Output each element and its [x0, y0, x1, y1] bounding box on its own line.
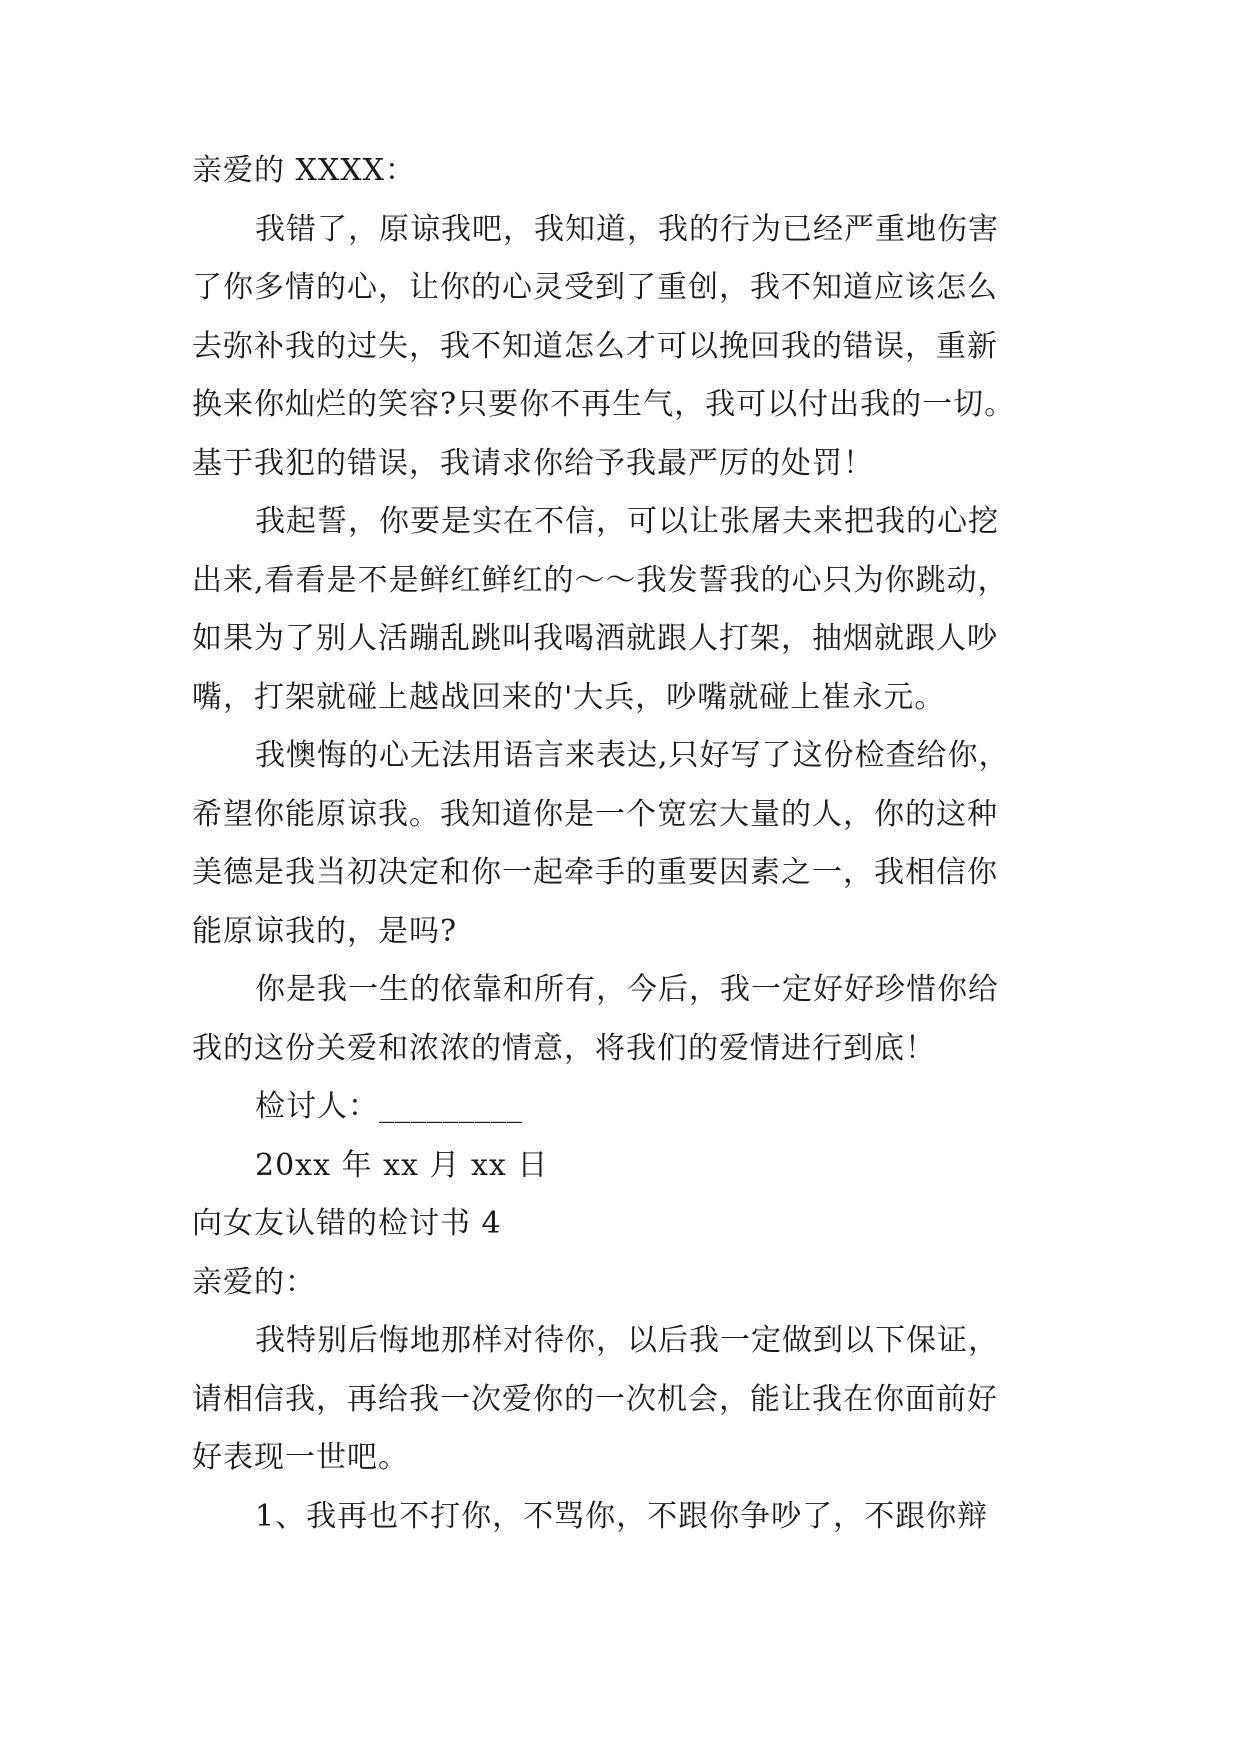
paragraph-line: 能原谅我的，是吗?	[192, 914, 458, 949]
paragraph-line: 如果为了别人活蹦乱跳叫我喝酒就跟人打架，抽烟就跟人吵	[192, 621, 998, 656]
paragraph-line: 基于我犯的错误，我请求你给予我最严厉的处罚！	[192, 446, 874, 481]
paragraph-line: 请相信我，再给我一次爱你的一次机会，能让我在你面前好	[192, 1382, 998, 1417]
paragraph-line: 换来你灿烂的笑容?只要你不再生气，我可以付出我的一切。	[192, 387, 1016, 422]
salutation: 亲爱的：	[192, 1265, 316, 1300]
paragraph-line: 好表现一世吧。	[192, 1440, 409, 1475]
paragraph-line: 我起誓，你要是实在不信，可以让张屠夫来把我的心挖	[255, 504, 999, 539]
paragraph-line: 美德是我当初决定和你一起牵手的重要因素之一，我相信你	[192, 855, 998, 890]
paragraph-line: 去弥补我的过失，我不知道怎么才可以挽回我的错误，重新	[192, 329, 998, 364]
section-title: 向女友认错的检讨书 4	[192, 1206, 502, 1241]
paragraph-line: 我的这份关爱和浓浓的情意，将我们的爱情进行到底！	[192, 1031, 936, 1066]
paragraph-line: 你是我一生的依靠和所有，今后，我一定好好珍惜你给	[255, 972, 999, 1007]
salutation: 亲爱的 XXXX：	[192, 153, 416, 188]
paragraph-line: 我特别后悔地那样对待你，以后我一定做到以下保证，	[255, 1323, 999, 1358]
paragraph-line: 出来,看看是不是鲜红鲜红的～～我发誓我的心只为你跳动，	[192, 563, 1009, 598]
date-line: 20xx 年 xx 月 xx 日	[255, 1148, 549, 1183]
paragraph-line: 希望你能原谅我。我知道你是一个宽宏大量的人，你的这种	[192, 797, 998, 832]
paragraph-line: 嘴，打架就碰上越战回来的'大兵，吵嘴就碰上崔永元。	[192, 680, 946, 715]
signature-line: 检讨人：_________	[255, 1089, 523, 1124]
list-item: 1、我再也不打你，不骂你，不跟你争吵了，不跟你辩	[255, 1499, 989, 1534]
paragraph-line: 了你多情的心，让你的心灵受到了重创，我不知道应该怎么	[192, 270, 998, 305]
paragraph-line: 我懊悔的心无法用语言来表达,只好写了这份检查给你，	[255, 738, 1010, 773]
paragraph-line: 我错了，原谅我吧，我知道，我的行为已经严重地伤害	[255, 212, 999, 247]
